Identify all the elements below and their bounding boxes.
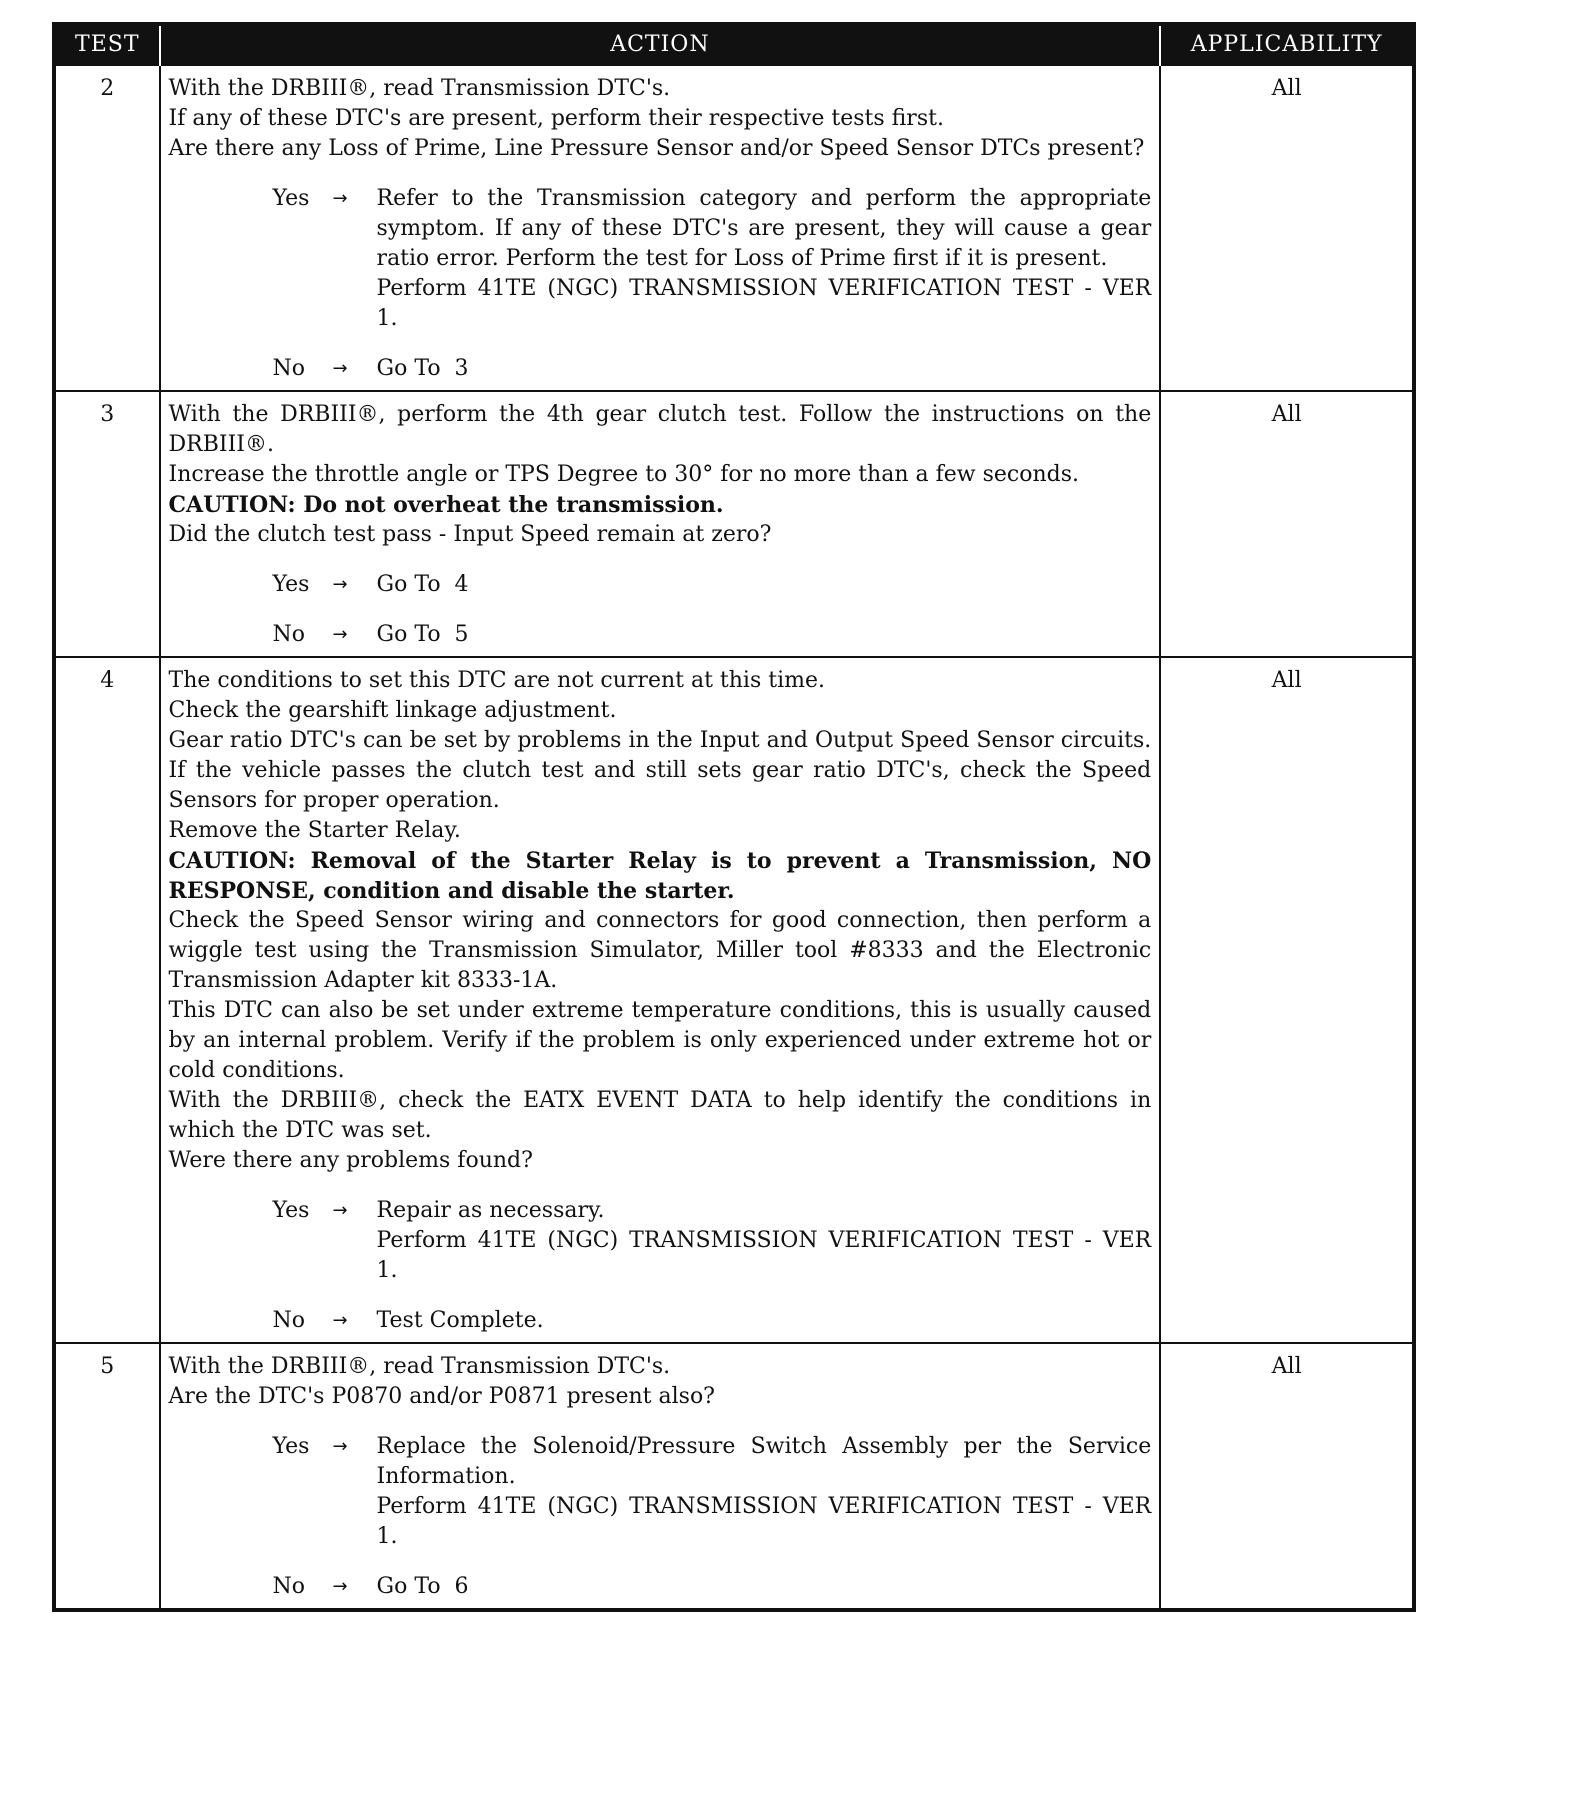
result-line: Perform 41TE (NGC) TRANSMISSION VERIFICATION TEST - VER 1. xyxy=(376,1494,1152,1549)
action-line: Are the DTC's P0870 and/or P0871 present also? xyxy=(168,1384,715,1409)
test-number: 4 xyxy=(54,657,160,1343)
action-line: Check the gearshift linkage adjustment. xyxy=(168,698,617,723)
action-line: Increase the throttle angle or TPS Degree to 30° for no more than a few seconds. xyxy=(168,462,1080,487)
no-response xyxy=(169,354,1152,384)
action-line: With the DRBIII®, read Transmission DTC's. xyxy=(168,76,671,101)
header-test: TEST xyxy=(54,24,160,65)
arrow-right-icon: → xyxy=(332,1436,348,1457)
action-line: This DTC can also be set under extreme temperature conditions, this is usually caused by an internal problem. Verify if the problem is only experienced under extreme hot or cold conditions. xyxy=(168,998,1152,1083)
action-line: With the DRBIII®, check the EATX EVENT DATA to help identify the conditions in which the DTC was set. xyxy=(168,1088,1152,1143)
result-line: Go To 3 xyxy=(376,356,469,381)
test-number: 3 xyxy=(54,391,160,657)
no-label: No xyxy=(272,356,306,381)
result-line: Refer to the Transmission category and perform the appropriate symptom. If any of these DTC's are present, they will cause a gear ratio error. Perform the test for Loss of Prime first if it is present. xyxy=(376,186,1152,271)
yes-response xyxy=(169,570,1152,600)
arrow-right-icon: → xyxy=(332,1200,348,1221)
action-cell xyxy=(160,1343,1161,1610)
caution-line: CAUTION: Removal of the Starter Relay is to prevent a Transmission, NO RESPONSE, condition and disable the starter. xyxy=(168,848,1152,904)
action-line: Remove the Starter Relay. xyxy=(168,818,461,843)
test-number: 2 xyxy=(54,65,160,391)
no-result xyxy=(377,1306,1152,1336)
action-line: Are there any Loss of Prime, Line Pressure Sensor and/or Speed Sensor DTCs present? xyxy=(168,136,1145,161)
action-cell xyxy=(160,391,1161,657)
yes-result xyxy=(377,1432,1152,1552)
no-label: No xyxy=(272,1308,306,1333)
yes-label: Yes xyxy=(272,1434,310,1459)
header-applicability: APPLICABILITY xyxy=(1160,24,1414,65)
arrow-right-icon: → xyxy=(332,358,348,379)
action-line: The conditions to set this DTC are not current at this time. xyxy=(168,668,825,693)
arrow-right-icon: → xyxy=(332,574,348,595)
yes-result xyxy=(377,184,1152,334)
action-line: If any of these DTC's are present, perform their respective tests first. xyxy=(168,106,944,131)
diagnostic-test-table xyxy=(52,22,1416,1612)
no-response xyxy=(169,1572,1152,1602)
result-line: Replace the Solenoid/Pressure Switch Assembly per the Service Information. xyxy=(376,1434,1152,1489)
action-line: Did the clutch test pass - Input Speed remain at zero? xyxy=(168,522,772,547)
yes-response xyxy=(169,1432,1152,1552)
test-number: 5 xyxy=(54,1343,160,1610)
yes-result xyxy=(377,570,1152,600)
arrow-right-icon: → xyxy=(332,1576,348,1597)
table-row xyxy=(54,391,1414,657)
result-line: Test Complete. xyxy=(376,1308,544,1333)
yes-response xyxy=(169,184,1152,334)
yes-label: Yes xyxy=(272,1198,310,1223)
arrow-right-icon: → xyxy=(332,188,348,209)
result-line: Perform 41TE (NGC) TRANSMISSION VERIFICATION TEST - VER 1. xyxy=(376,276,1152,331)
no-result xyxy=(377,1572,1152,1602)
no-label: No xyxy=(272,622,306,647)
action-line: Check the Speed Sensor wiring and connectors for good connection, then perform a wiggle test using the Transmission Simulator, Miller tool #8333 and the Electronic Transmission Adapter kit 8333-1A. xyxy=(168,908,1152,993)
result-line: Repair as necessary. xyxy=(376,1198,605,1223)
result-line: Go To 6 xyxy=(376,1574,469,1599)
no-response xyxy=(169,1306,1152,1336)
action-line: With the DRBIII®, perform the 4th gear clutch test. Follow the instructions on the DRBIII®. xyxy=(168,402,1152,457)
action-line: With the DRBIII®, read Transmission DTC's. xyxy=(168,1354,671,1379)
applicability-cell: All xyxy=(1160,391,1414,657)
action-cell xyxy=(160,657,1161,1343)
table-row xyxy=(54,1343,1414,1610)
table-header-row xyxy=(54,24,1414,65)
no-response xyxy=(169,620,1152,650)
table-row xyxy=(54,65,1414,391)
yes-label: Yes xyxy=(272,572,310,597)
applicability-cell: All xyxy=(1160,65,1414,391)
result-line: Go To 4 xyxy=(376,572,469,597)
no-result xyxy=(377,354,1152,384)
yes-response xyxy=(169,1196,1152,1286)
action-line: Gear ratio DTC's can be set by problems in the Input and Output Speed Sensor circuits. If the vehicle passes the clutch test and still sets gear ratio DTC's, check the Speed Sensors for proper operation. xyxy=(168,728,1152,813)
applicability-cell: All xyxy=(1160,1343,1414,1610)
no-result xyxy=(377,620,1152,650)
action-line: Were there any problems found? xyxy=(168,1148,533,1173)
caution-line: CAUTION: Do not overheat the transmission. xyxy=(168,492,724,518)
yes-result xyxy=(377,1196,1152,1286)
result-line: Perform 41TE (NGC) TRANSMISSION VERIFICATION TEST - VER 1. xyxy=(376,1228,1152,1283)
result-line: Go To 5 xyxy=(376,622,469,647)
applicability-cell: All xyxy=(1160,657,1414,1343)
arrow-right-icon: → xyxy=(332,624,348,645)
table-row xyxy=(54,657,1414,1343)
arrow-right-icon: → xyxy=(332,1310,348,1331)
action-cell xyxy=(160,65,1161,391)
yes-label: Yes xyxy=(272,186,310,211)
header-action: ACTION xyxy=(160,24,1161,65)
no-label: No xyxy=(272,1574,306,1599)
